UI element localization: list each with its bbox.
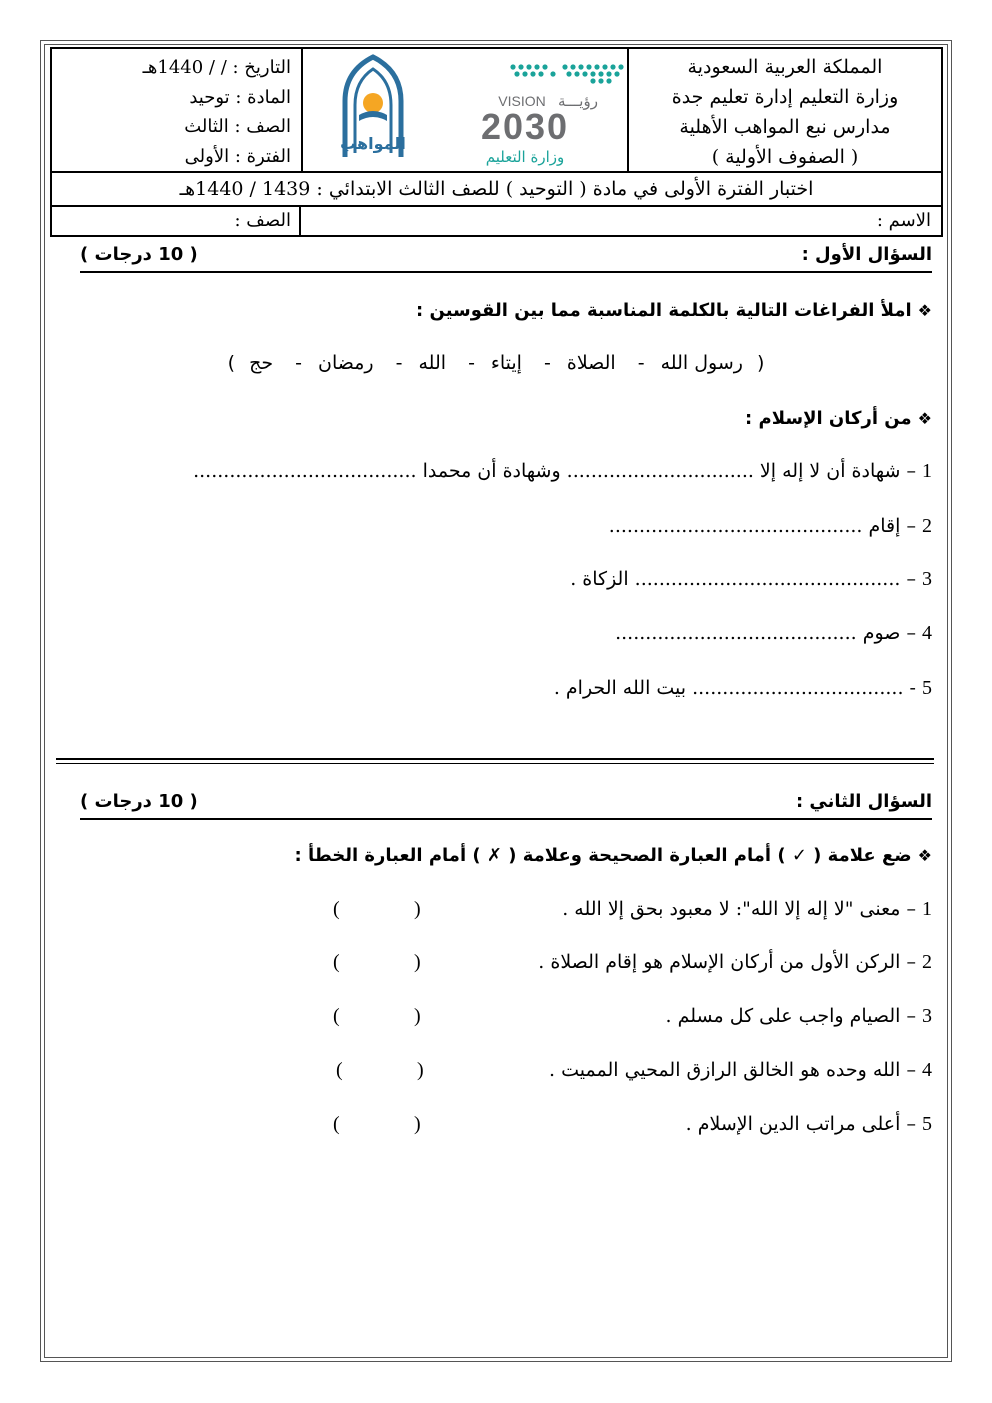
q2-label: السؤال الثاني : (795, 791, 932, 812)
item-number: 2 (922, 951, 932, 973)
answer-box-close: ) (333, 898, 340, 920)
class-label: الصف : (234, 210, 291, 231)
vision-year-text: 2030 (480, 106, 570, 147)
item-text: – الركن الأول من أركان الإسلام هو إقام الصلاة . (538, 951, 916, 973)
q2-points: ( 10 درجات ) (80, 791, 198, 812)
section-divider (56, 763, 934, 764)
item-text: - ................................... بيت الله الحرام . (553, 677, 916, 699)
answer-box-close: ) (336, 1059, 343, 1081)
ministry-logo-text: وزارة التعليم (485, 148, 565, 166)
q1-label: السؤال الأول : (801, 244, 932, 265)
item-number: 5 (922, 1113, 932, 1135)
answer-box-close: ) (333, 1005, 340, 1027)
answer-box-open: ( (414, 1005, 421, 1027)
stage-line: ( الصفوف الأولية ) (711, 146, 859, 168)
class-field[interactable] (52, 207, 301, 235)
bullet-icon: ❖ (917, 846, 932, 865)
name-label: الاسم : (876, 210, 931, 231)
item-number: 4 (922, 1059, 932, 1081)
item-text: – ............................................ الزكاة . (570, 568, 916, 590)
vision-ar-text: رؤيـــة (558, 92, 598, 110)
word-bank-sep: - (395, 352, 403, 374)
item-number: 2 (922, 515, 932, 537)
item-number: 1 (922, 898, 932, 920)
word-bank (0, 352, 992, 374)
answer-box-open: ( (417, 1059, 424, 1081)
ministry-info (627, 49, 941, 171)
school-logo (340, 57, 406, 157)
vision-2030-logo (481, 64, 624, 166)
q2-item (332, 1005, 932, 1028)
header-table (50, 47, 943, 173)
answer-box-close: ) (333, 951, 340, 973)
section-divider (56, 758, 934, 760)
word-bank-close: ) (227, 352, 236, 374)
q1-sub-instruction (745, 408, 932, 429)
q1-item[interactable] (554, 677, 932, 700)
word-bank-sep: - (637, 352, 645, 374)
bullet-icon: ❖ (917, 409, 932, 428)
q1-item[interactable] (193, 460, 932, 483)
word-bank-sep: - (468, 352, 475, 374)
q1-item[interactable] (570, 568, 932, 591)
q1-sub-instruction-text: من أركان الإسلام : (745, 408, 912, 429)
word-bank-open: ( (756, 352, 765, 374)
q1-points: ( 10 درجات ) (80, 244, 198, 265)
word-bank-sep: - (544, 352, 551, 374)
item-number: 1 (922, 460, 932, 482)
vision-en-text: VISION (498, 93, 546, 109)
name-field[interactable] (299, 207, 941, 235)
logos-cell (301, 49, 629, 171)
q1-heading (80, 243, 932, 273)
word-bank-sep: - (295, 352, 302, 374)
item-number: 4 (922, 622, 932, 644)
bullet-icon: ❖ (917, 301, 932, 320)
word-bank-item: حج (249, 352, 274, 374)
answer-box-open: ( (414, 1113, 421, 1135)
item-text: – معنى "لا إله إلا الله": لا معبود بحق إلا الله . (562, 898, 916, 920)
school-logo-text: المواهب (340, 134, 406, 153)
exam-title: اختبار الفترة الأولى في مادة ( التوحيد ) للصف الثالث الابتدائي : 1439 / 1440هـ (50, 173, 943, 207)
exam-header (50, 47, 943, 237)
page-border-inner (44, 44, 948, 1358)
exam-meta (52, 49, 301, 171)
q1-instruction-text: املأ الفراغات التالية بالكلمة المناسبة مما بين القوسين : (416, 300, 912, 321)
q1-item[interactable] (615, 622, 932, 645)
item-number: 3 (922, 568, 932, 590)
q1-instruction (416, 300, 932, 321)
q2-instruction-text: ضع علامة ( ✓ ) أمام العبارة الصحيحة وعلامة ( ✗ ) أمام العبارة الخطأ : (294, 845, 912, 866)
grade-line: الصف : الثالث (184, 116, 291, 137)
item-text: – الله وحده هو الخالق الرازق المحيي المميت . (549, 1059, 916, 1081)
word-bank-item: الصلاة (566, 352, 616, 374)
word-bank-item: رسول الله (660, 352, 743, 374)
answer-box-close: ) (333, 1113, 340, 1135)
q2-instruction (294, 845, 932, 866)
ministry-line: وزارة التعليم إدارة تعليم جدة (671, 86, 899, 108)
country-line: المملكة العربية السعودية (687, 56, 883, 78)
answer-box-open: ( (414, 898, 421, 920)
subject-line: المادة : توحيد (189, 86, 291, 108)
word-bank-item: رمضان (317, 352, 374, 374)
item-text: – أعلى مراتب الدين الإسلام . (685, 1113, 916, 1135)
q2-item (332, 898, 932, 921)
item-number: 3 (922, 1005, 932, 1027)
item-text: – إقام .......................................... (608, 515, 916, 537)
period-line: الفترة : الأولى (184, 145, 291, 167)
school-line: مدارس نبع المواهب الأهلية (679, 116, 891, 138)
item-text: – صوم ........................................ (615, 622, 916, 644)
word-bank-item: إيتاء (490, 352, 522, 374)
q2-item (332, 951, 932, 974)
q2-heading (80, 790, 932, 820)
q1-item[interactable] (609, 515, 932, 538)
item-text: – شهادة أن لا إله إلا ............................... وشهادة أن محمدا ..................................... (193, 460, 916, 482)
logos-svg (303, 49, 629, 171)
answer-box-open: ( (414, 951, 421, 973)
q2-item (332, 1113, 932, 1136)
item-number: 5 (922, 677, 932, 699)
item-text: – الصيام واجب على كل مسلم . (665, 1005, 916, 1027)
word-bank-item: الله (418, 352, 447, 374)
student-info-row (50, 207, 943, 237)
date-line: التاريخ : / / 1440هـ (142, 57, 291, 78)
